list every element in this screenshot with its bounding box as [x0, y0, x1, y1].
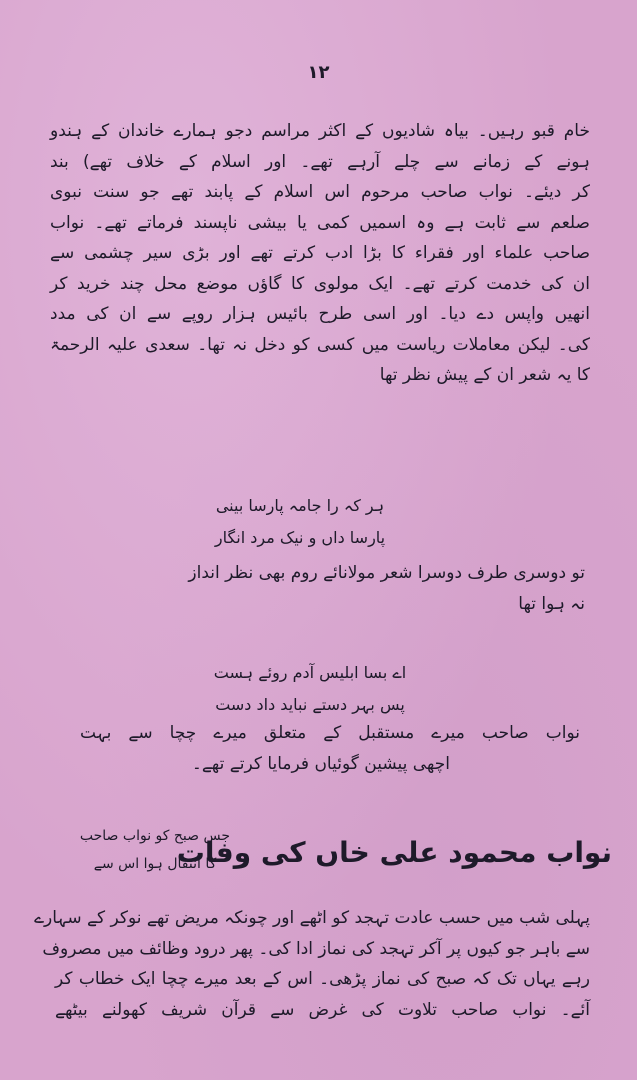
text-line: خام قبو رہیں۔ بیاہ شادیوں کے اکثر مراسم دجو ہمارے خاندان کے ہندو	[50, 121, 590, 141]
verse-line: پس بہر دستے نباید داد دست	[215, 695, 405, 714]
marginal-line: جس صبح کو نواب صاحب	[79, 828, 230, 844]
text-line: پہلی شب میں حسب عادت تہجد کو اٹھے اور چونکہ مریض تھے نوکر کے سہارے	[34, 908, 590, 928]
text-line: کی۔ لیکن معاملات ریاست میں کسی کو دخل نہ تھا۔ سعدی علیہ الرحمۃ	[50, 334, 590, 355]
text-line: ہونے کے زمانے سے چلے آرہے تھے۔ اور اسلام کے خلاف تھے) بند	[50, 151, 590, 172]
paragraph-predictions	[80, 718, 580, 779]
persian-couplet-rumi	[190, 657, 430, 721]
section-heading: نواب محمود علی خاں کی وفات	[176, 836, 612, 869]
text-line: آئے۔ نواب صاحب تلاوت کی غرض سے قرآن شریف کھولنے بیٹھے	[55, 999, 590, 1020]
text-line: انھیں واپس دے دیا۔ اور اسی طرح بائیس ہزار روپے سے ان کی مدد	[50, 304, 590, 324]
paragraph-rumi	[55, 558, 585, 619]
verse-line: اے بسا ابلیس آدم روئے ہست	[213, 663, 407, 682]
text-line: کر دیئے۔ نواب صاحب مرحوم اس اسلام کے پابند تھے جو سنت نبوی	[50, 182, 590, 202]
paragraph-family-customs	[50, 116, 590, 391]
text-line: صاحب علماء اور فقراء کا بڑا ادب کرتے تھے اور بڑی سیر چشمی سے	[50, 243, 590, 263]
text-line: ان کی خدمت کرتے تھے۔ ایک مولوی کا گاؤں موضع محل چند خرید کر	[50, 273, 590, 294]
text-line: صلعم سے ثابت ہے وہ اسمیں کمی یا بیشی ناپسند فرماتے تھے۔ نواب	[50, 212, 590, 233]
persian-couplet-saadi	[200, 490, 400, 554]
marginal-note	[80, 822, 230, 878]
text-line: نواب صاحب میرے مستقبل کے متعلق میرے چچا سے بہت	[80, 723, 580, 743]
text-line: نہ ہوا تھا	[518, 593, 585, 614]
text-line: اچھی پیشین گوئیاں فرمایا کرتے تھے۔	[191, 753, 450, 774]
text-line: سے باہر جو کیوں پر آکر تہجد کی نماز ادا کی۔ پھر درود وظائف میں مصروف	[42, 938, 590, 959]
verse-line: پارسا داں و نیک مرد انگار	[214, 528, 386, 547]
page-number: ١٢	[307, 62, 330, 83]
text-line: رہے یہاں تک کہ صبح کی نماز پڑھی۔ اس کے بعد میرے چچا ایک خطاب کر	[55, 969, 590, 989]
marginal-line: کا انتقال ہوا اس سے	[93, 856, 217, 872]
text-line: تو دوسری طرف دوسرا شعر مولانائے روم بھی نظر انداز	[188, 563, 585, 583]
paragraph-death-account	[34, 903, 590, 1025]
verse-line: ہر کہ را جامہ پارسا بینی	[215, 496, 385, 515]
text-line: کا یہ شعر ان کے پیش نظر تھا	[379, 365, 590, 385]
